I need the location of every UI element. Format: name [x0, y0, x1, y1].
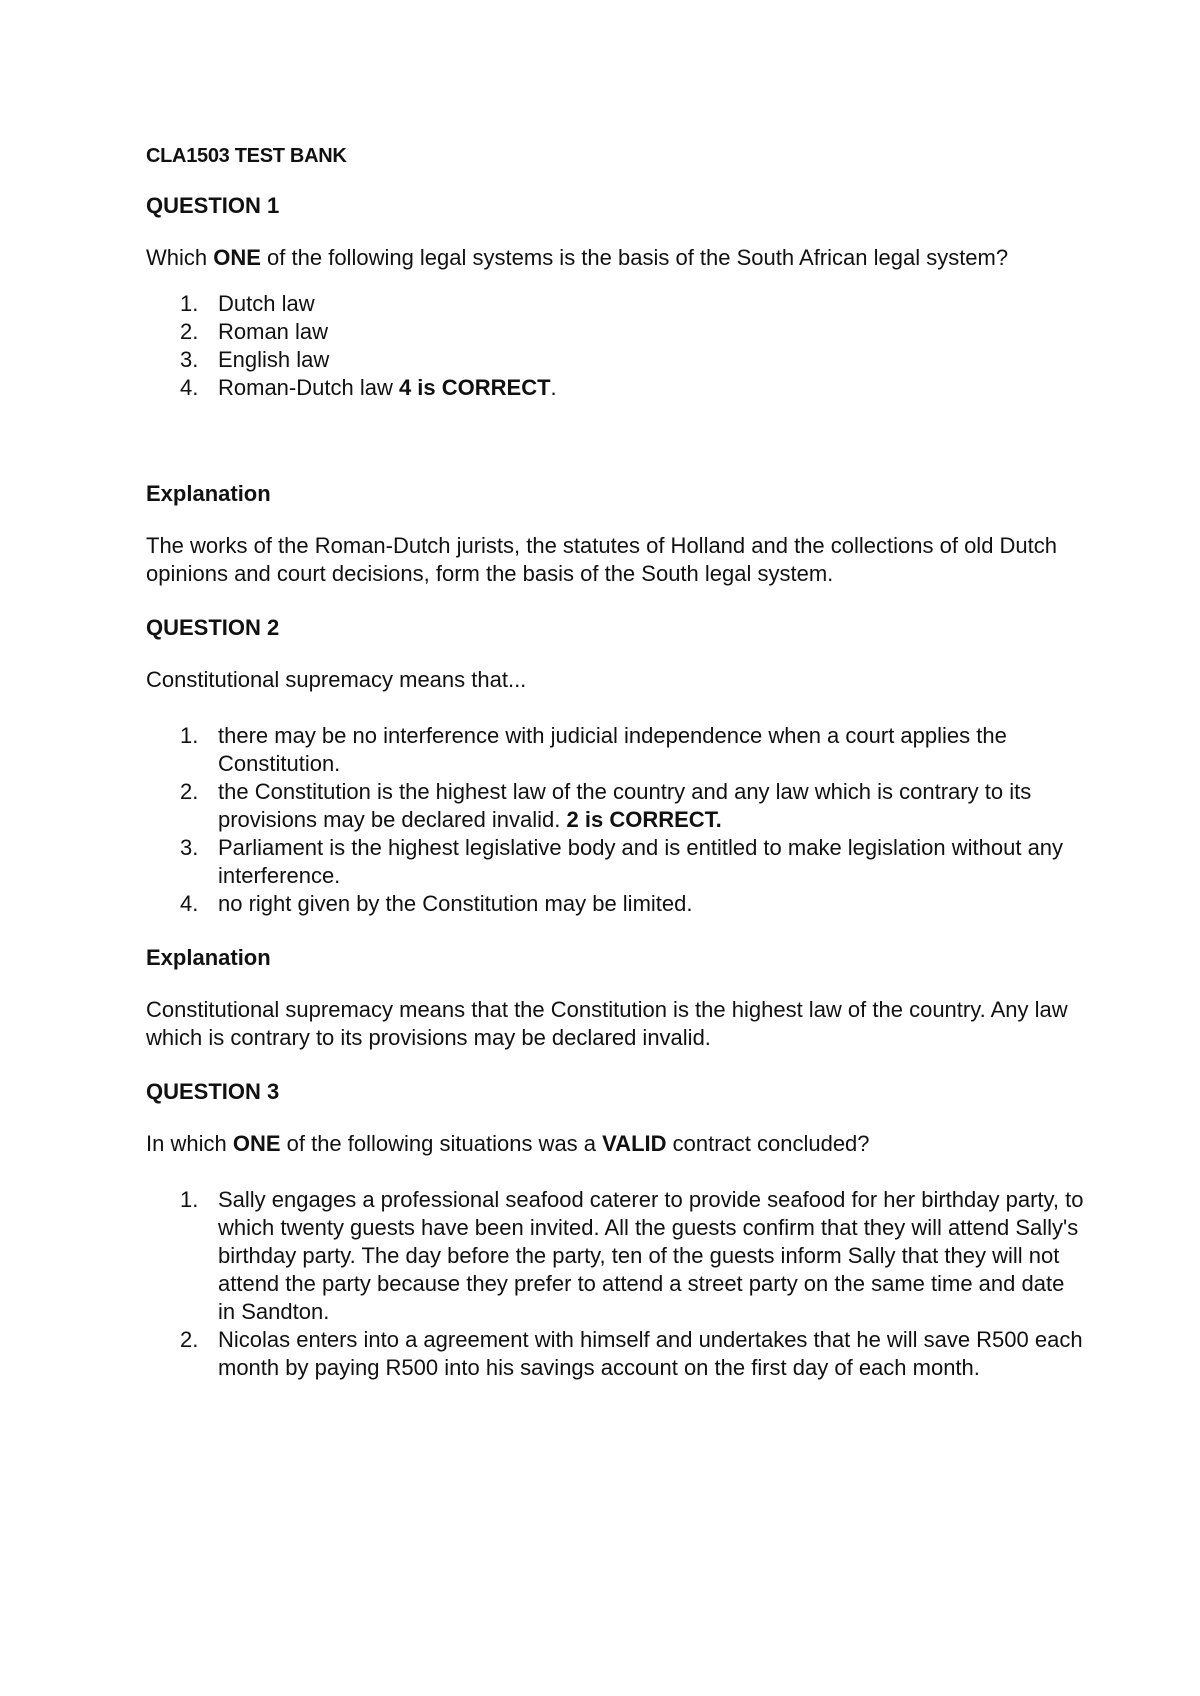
- option-item: 2. Nicolas enters into a agreement with himself and undertakes that he will save R500 each month by paying R500 into his savings account on the first day of each month.: [180, 1327, 1083, 1380]
- question-3-options: [146, 1186, 1086, 1382]
- option-item: 1. Dutch law: [180, 291, 315, 316]
- option-item: 2. Roman law: [180, 319, 329, 344]
- question-1-stem: Which ONE of the following legal systems is the basis of the South African legal system?: [146, 245, 1009, 270]
- option-item: 4. no right given by the Constitution may be limited.: [180, 891, 693, 916]
- question-3-heading: QUESTION 3: [146, 1079, 280, 1104]
- document-title: CLA1503 TEST BANK: [146, 145, 347, 167]
- correct-answer-marker: 4 is CORRECT: [398, 375, 551, 400]
- option-item: 1. there may be no interference with judicial independence when a court applies the Constitution.: [180, 723, 1007, 776]
- option-item: 1. Sally engages a professional seafood caterer to provide seafood for her birthday party, to which twenty guests have been invited. All the guests confirm that they will attend Sally's birthday party. The day before the party, ten of the guests inform Sally that they will not attend the party because they prefer to attend a street party on the same time and date in Sandton.: [180, 1187, 1084, 1324]
- question-1-heading: QUESTION 1: [146, 193, 280, 218]
- option-item: 4. Roman-Dutch law 4 is CORRECT.: [180, 375, 557, 400]
- question-1-options: [146, 290, 1086, 402]
- option-item: 2. the Constitution is the highest law of the country and any law which is contrary to its provisions may be declared invalid. 2 is CORRECT.: [180, 779, 1032, 832]
- option-item: 3. English law: [180, 347, 330, 372]
- question-2-heading: QUESTION 2: [146, 615, 280, 640]
- question-3-stem: In which ONE of the following situations was a VALID contract concluded?: [146, 1131, 870, 1156]
- question-2-explanation: Constitutional supremacy means that the Constitution is the highest law of the country. Any law which is contrary to its provisions may be declared invalid.: [146, 997, 1068, 1050]
- correct-answer-marker: 2 is CORRECT.: [566, 807, 722, 832]
- question-2-options: [146, 722, 1086, 918]
- question-2-explanation-heading: Explanation: [146, 945, 271, 970]
- option-item: 3. Parliament is the highest legislative body and is entitled to make legislation without any interference.: [180, 835, 1064, 888]
- question-2-stem: Constitutional supremacy means that...: [146, 667, 527, 692]
- document-body: [146, 142, 1086, 1382]
- question-1-explanation: The works of the Roman-Dutch jurists, the statutes of Holland and the collections of old Dutch opinions and court decisions, form the basis of the South legal system.: [146, 533, 1058, 586]
- question-1-explanation-heading: Explanation: [146, 481, 271, 506]
